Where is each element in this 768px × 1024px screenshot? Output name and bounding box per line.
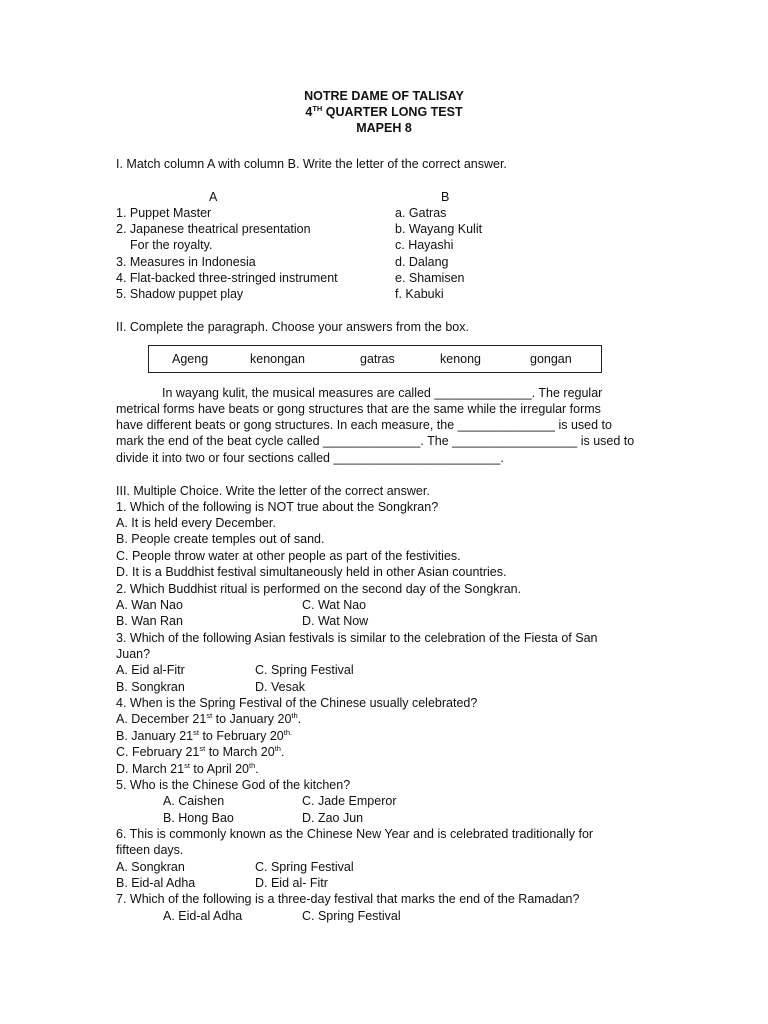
word-box-item: gongan	[530, 352, 572, 366]
answer-option: A. It is held every December.	[116, 516, 276, 530]
question-1: 1. Which of the following is NOT true about the Songkran?	[116, 500, 439, 514]
column-a-item: 3. Measures in Indonesia	[116, 255, 256, 269]
answer-option: D. March 21st to April 20th.	[116, 761, 259, 776]
column-a-header: A	[209, 190, 218, 204]
paragraph-line: In wayang kulit, the musical measures are called ______________. The regular	[162, 386, 603, 400]
part1-instruction: I. Match column A with column B. Write the letter of the correct answer.	[116, 157, 507, 171]
column-a-item: 2. Japanese theatrical presentation	[116, 222, 311, 236]
word-box-item: gatras	[360, 352, 395, 366]
paragraph-line: metrical forms have beats or gong structures that are the same while the irregular forms	[116, 402, 601, 416]
part3-instruction: III. Multiple Choice. Write the letter of the correct answer.	[116, 484, 430, 498]
paragraph-line: have different beats or gong structures. In each measure, the ______________ is used to	[116, 418, 612, 432]
answer-option: D. Eid al- Fitr	[255, 876, 328, 890]
question-3: 3. Which of the following Asian festivals is similar to the celebration of the Fiesta of San	[116, 631, 598, 645]
word-box-item: kenong	[440, 352, 482, 366]
question-5: 5. Who is the Chinese God of the kitchen?	[116, 778, 351, 792]
column-b-item: e. Shamisen	[395, 271, 465, 285]
word-box	[148, 345, 602, 373]
answer-option: D. Wat Now	[302, 614, 369, 628]
answer-option: D. Zao Jun	[302, 811, 364, 825]
question-4: 4. When is the Spring Festival of the Chinese usually celebrated?	[116, 696, 478, 710]
question-7: 7. Which of the following is a three-day festival that marks the end of the Ramadan?	[116, 892, 580, 906]
column-a-item: 4. Flat-backed three-stringed instrument	[116, 271, 338, 285]
answer-option: B. Wan Ran	[116, 614, 183, 628]
school-name: NOTRE DAME OF TALISAY	[304, 89, 464, 103]
column-b-item: f. Kabuki	[395, 287, 444, 301]
answer-option: C. Spring Festival	[302, 909, 401, 923]
column-b-item: a. Gatras	[395, 206, 447, 220]
answer-option: B. January 21st to February $20^{th.}$	[116, 728, 293, 743]
answer-option: C. Jade Emperor	[302, 794, 397, 808]
question-6-continued: fifteen days.	[116, 843, 184, 857]
answer-option: C. Spring Festival	[255, 663, 354, 677]
answer-option: C. People throw water at other people as part of the festivities.	[116, 549, 461, 563]
column-b-item: b. Wayang Kulit	[395, 222, 483, 236]
answer-option: A. Songkran	[116, 860, 185, 874]
answer-option: D. Vesak	[255, 680, 306, 694]
answer-option: B. People create temples out of sand.	[116, 532, 325, 546]
column-a-item: 1. Puppet Master	[116, 206, 212, 220]
answer-option: C. Spring Festival	[255, 860, 354, 874]
column-b-header: B	[441, 190, 450, 204]
test-title: 4TH QUARTER LONG TEST	[305, 104, 463, 119]
answer-option: D. It is a Buddhist festival simultaneously held in other Asian countries.	[116, 565, 507, 579]
paragraph-line: mark the end of the beat cycle called ______________. The __________________ is used to	[116, 434, 635, 448]
column-a-item: For the royalty.	[130, 238, 213, 252]
answer-option: A. December 21st to January 20th.	[116, 711, 302, 726]
answer-option: A. Caishen	[163, 794, 225, 808]
question-3-continued: Juan?	[116, 647, 151, 661]
paragraph-line: divide it into two or four sections called ________________________.	[116, 451, 504, 465]
answer-option: B. Songkran	[116, 680, 185, 694]
subject-title: MAPEH 8	[356, 121, 412, 135]
question-6: 6. This is commonly known as the Chinese New Year and is celebrated traditionally for	[116, 827, 594, 841]
answer-option: B. Hong Bao	[163, 811, 234, 825]
word-box-item: kenongan	[250, 352, 305, 366]
answer-option: A. Eid-al Adha	[163, 909, 243, 923]
word-box-item: Ageng	[172, 352, 209, 366]
column-a-item: 5. Shadow puppet play	[116, 287, 244, 301]
answer-option: A. Wan Nao	[116, 598, 183, 612]
answer-option: C. Wat Nao	[302, 598, 367, 612]
question-2: 2. Which Buddhist ritual is performed on the second day of the Songkran.	[116, 582, 522, 596]
answer-option: C. February 21st to March 20th.	[116, 744, 285, 759]
column-b-item: c. Hayashi	[395, 238, 454, 252]
answer-option: A. Eid al-Fitr	[116, 663, 185, 677]
answer-option: B. Eid-al Adha	[116, 876, 196, 890]
part2-instruction: II. Complete the paragraph. Choose your answers from the box.	[116, 320, 469, 334]
column-b-item: d. Dalang	[395, 255, 449, 269]
